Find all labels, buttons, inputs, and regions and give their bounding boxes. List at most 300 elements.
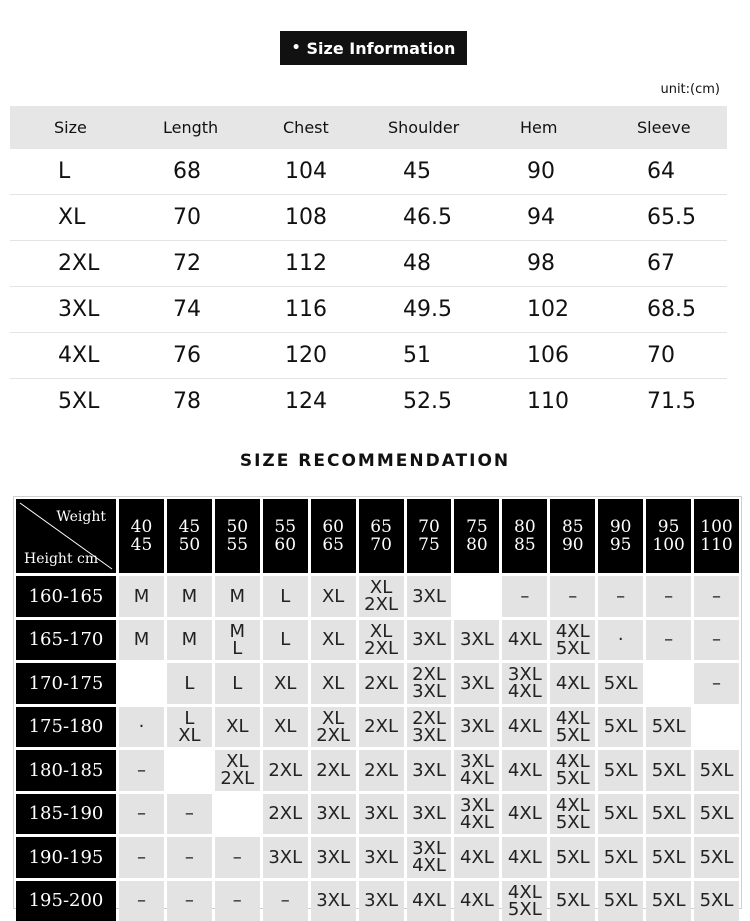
weight-header (694, 499, 739, 573)
recommended-size: 5XL (556, 849, 590, 866)
weight-header (502, 499, 547, 573)
recommended-size: M (230, 588, 246, 605)
recommended-size: M (182, 588, 198, 605)
weight-header (215, 499, 260, 573)
recommended-size: 4XL (508, 718, 542, 735)
recommended-size: M (182, 631, 198, 648)
size-recommendation-cell (550, 837, 595, 878)
size-recommendation-cell (694, 750, 739, 791)
recommended-size: – (185, 849, 194, 866)
size-value: 68.5 (647, 297, 696, 322)
recommended-size: XL (322, 675, 344, 692)
recommended-size: 2XL (364, 596, 398, 613)
recommended-size: 5XL (556, 727, 590, 744)
size-label: 5XL (58, 389, 99, 414)
weight-value: 50 (226, 518, 248, 536)
recommended-size: 5XL (700, 762, 734, 779)
recommended-size: 5XL (604, 849, 638, 866)
recommended-size: 5XL (556, 814, 590, 831)
recommended-size: – (520, 588, 529, 605)
recommended-size: – (616, 588, 625, 605)
recommended-size: 2XL (412, 710, 446, 727)
recommended-size: L (184, 675, 194, 692)
recommended-size: 3XL (316, 892, 350, 909)
size-recommendation-cell (359, 794, 404, 835)
recommended-size: L (184, 710, 194, 727)
size-recommendation-cell (119, 750, 164, 791)
weight-value: 65 (322, 536, 344, 554)
size-recommendation-cell (598, 663, 643, 704)
recommended-size: XL (274, 718, 296, 735)
size-recommendation-cell (215, 620, 260, 661)
size-recommendation-cell (263, 837, 308, 878)
recommendation-grid (13, 496, 742, 909)
recommended-size: 5XL (604, 805, 638, 822)
height-label: 175-180 (16, 707, 116, 748)
weight-value: 50 (179, 536, 201, 554)
height-axis-label: Height cm (24, 551, 98, 567)
recommended-size: 3XL (412, 683, 446, 700)
recommended-size: L (280, 588, 290, 605)
recommended-size: 4XL (556, 753, 590, 770)
section-banner (280, 31, 467, 65)
recommended-size: XL (370, 623, 392, 640)
weight-header (550, 499, 595, 573)
size-recommendation-cell (646, 837, 691, 878)
recommended-size: 4XL (508, 683, 542, 700)
size-recommendation-cell (263, 620, 308, 661)
size-recommendation-cell (550, 663, 595, 704)
size-value: 110 (527, 389, 569, 414)
size-recommendation-cell (502, 576, 547, 617)
height-label: 190-195 (16, 837, 116, 878)
size-recommendation-cell (694, 707, 739, 748)
recommended-size: 3XL (412, 727, 446, 744)
size-recommendation-cell (454, 707, 499, 748)
recommended-size: 5XL (652, 849, 686, 866)
column-header-sleeve: Sleeve (637, 118, 691, 137)
recommended-size: – (137, 849, 146, 866)
weight-header (359, 499, 404, 573)
recommended-size: 3XL (460, 675, 494, 692)
recommended-size: 2XL (316, 727, 350, 744)
size-recommendation-cell (119, 794, 164, 835)
recommended-size: XL (322, 710, 344, 727)
recommended-size: 4XL (460, 849, 494, 866)
size-recommendation-cell (311, 663, 356, 704)
size-recommendation-cell (311, 837, 356, 878)
recommended-size: 4XL (556, 623, 590, 640)
recommended-size: 3XL (412, 588, 446, 605)
size-recommendation-cell (263, 750, 308, 791)
size-recommendation-cell (502, 881, 547, 921)
recommended-size: 4XL (556, 710, 590, 727)
recommended-size: – (712, 675, 721, 692)
recommended-size: 4XL (508, 805, 542, 822)
size-recommendation-cell (646, 576, 691, 617)
size-recommendation-cell (119, 837, 164, 878)
size-value: 90 (527, 159, 555, 184)
size-value: 108 (285, 205, 327, 230)
size-recommendation-cell (646, 794, 691, 835)
recommended-size: 3XL (412, 805, 446, 822)
recommended-size: XL (322, 588, 344, 605)
recommended-size: 5XL (652, 718, 686, 735)
size-recommendation-cell (598, 794, 643, 835)
recommended-size: M (134, 588, 150, 605)
size-recommendation-cell (502, 707, 547, 748)
size-recommendation-cell (359, 881, 404, 921)
weight-height-corner (16, 499, 116, 573)
size-recommendation-cell (598, 576, 643, 617)
recommended-size: 3XL (412, 631, 446, 648)
size-row (10, 379, 727, 424)
weight-header (263, 499, 308, 573)
weight-value: 95 (658, 518, 680, 536)
recommended-size: – (568, 588, 577, 605)
size-value: 106 (527, 343, 569, 368)
weight-header (119, 499, 164, 573)
size-value: 94 (527, 205, 555, 230)
size-recommendation-cell (215, 881, 260, 921)
recommended-size: 5XL (700, 805, 734, 822)
size-recommendation-cell (119, 620, 164, 661)
size-recommendation-cell (263, 794, 308, 835)
recommended-size: 3XL (316, 805, 350, 822)
size-value: 102 (527, 297, 569, 322)
size-recommendation-cell (646, 663, 691, 704)
size-recommendation-cell (502, 794, 547, 835)
recommended-size: 4XL (460, 814, 494, 831)
size-value: 124 (285, 389, 327, 414)
weight-value: 85 (514, 536, 536, 554)
size-value: 48 (403, 251, 431, 276)
recommended-size: 3XL (460, 631, 494, 648)
recommended-size: – (281, 892, 290, 909)
size-recommendation-cell (119, 881, 164, 921)
weight-header (407, 499, 452, 573)
size-value: 70 (173, 205, 201, 230)
recommended-size: L (232, 675, 242, 692)
size-row (10, 287, 727, 333)
size-recommendation-cell (215, 707, 260, 748)
size-recommendation-cell (694, 576, 739, 617)
weight-axis-label: Weight (56, 509, 106, 525)
recommended-size: 4XL (556, 675, 590, 692)
recommended-size: 3XL (508, 666, 542, 683)
unit-label: unit:(cm) (660, 82, 720, 97)
size-recommendation-cell (311, 620, 356, 661)
size-recommendation-cell (694, 881, 739, 921)
size-recommendation-cell (694, 794, 739, 835)
size-table (10, 106, 727, 424)
weight-value: 45 (179, 518, 201, 536)
recommended-size: 5XL (700, 892, 734, 909)
size-value: 112 (285, 251, 327, 276)
weight-value: 70 (370, 536, 392, 554)
recommended-size: 4XL (508, 884, 542, 901)
weight-header (167, 499, 212, 573)
weight-value: 90 (562, 536, 584, 554)
banner-title: Size Information (307, 39, 456, 58)
recommended-size: XL (370, 579, 392, 596)
size-recommendation-cell (454, 837, 499, 878)
size-recommendation-cell (167, 620, 212, 661)
size-recommendation-cell (454, 663, 499, 704)
height-label: 195-200 (16, 881, 116, 921)
recommended-size: 5XL (556, 640, 590, 657)
recommended-size: 3XL (364, 805, 398, 822)
size-value: 98 (527, 251, 555, 276)
size-value: 51 (403, 343, 431, 368)
recommended-size: 2XL (364, 640, 398, 657)
recommended-size: 5XL (556, 770, 590, 787)
column-header-chest: Chest (283, 118, 329, 137)
column-header-length: Length (163, 118, 218, 137)
size-recommendation-cell (311, 881, 356, 921)
size-recommendation-cell (407, 794, 452, 835)
size-recommendation-cell (407, 881, 452, 921)
recommended-size: 5XL (652, 892, 686, 909)
height-label: 170-175 (16, 663, 116, 704)
weight-value: 80 (466, 536, 488, 554)
size-value: 49.5 (403, 297, 452, 322)
bullet-icon: • (292, 40, 301, 56)
weight-header (454, 499, 499, 573)
recommended-size: M (230, 623, 246, 640)
size-recommendation-cell (694, 837, 739, 878)
size-recommendation-cell (263, 576, 308, 617)
size-recommendation-cell (454, 750, 499, 791)
size-value: 78 (173, 389, 201, 414)
weight-value: 55 (274, 518, 296, 536)
weight-value: 85 (562, 518, 584, 536)
recommended-size: 4XL (460, 892, 494, 909)
recommended-size: 3XL (268, 849, 302, 866)
recommended-size: – (664, 588, 673, 605)
size-recommendation-cell (167, 750, 212, 791)
size-value: 120 (285, 343, 327, 368)
size-recommendation-cell (167, 576, 212, 617)
size-value: 74 (173, 297, 201, 322)
recommended-size: 5XL (508, 901, 542, 918)
recommended-size: 4XL (556, 797, 590, 814)
recommendation-title: SIZE RECOMMENDATION (0, 451, 750, 471)
recommended-size: 5XL (604, 762, 638, 779)
recommended-size: XL (322, 631, 344, 648)
size-label: L (58, 159, 70, 184)
recommended-size: M (134, 631, 150, 648)
size-recommendation-cell (646, 620, 691, 661)
size-recommendation-cell (598, 750, 643, 791)
recommended-size: XL (178, 727, 200, 744)
weight-value: 110 (700, 536, 732, 554)
size-row (10, 333, 727, 379)
size-recommendation-cell (263, 707, 308, 748)
size-value: 72 (173, 251, 201, 276)
recommended-size: 2XL (268, 762, 302, 779)
size-value: 45 (403, 159, 431, 184)
weight-value: 45 (131, 536, 153, 554)
size-recommendation-cell (454, 620, 499, 661)
size-value: 76 (173, 343, 201, 368)
size-value: 70 (647, 343, 675, 368)
recommended-size: 4XL (412, 857, 446, 874)
recommended-size: 3XL (412, 840, 446, 857)
size-recommendation-cell (167, 663, 212, 704)
height-label: 185-190 (16, 794, 116, 835)
size-recommendation-cell (407, 707, 452, 748)
weight-value: 60 (322, 518, 344, 536)
recommended-size: – (185, 892, 194, 909)
size-recommendation-cell (167, 837, 212, 878)
recommended-size: – (712, 631, 721, 648)
recommended-size: 4XL (508, 762, 542, 779)
size-table-header (10, 106, 727, 149)
size-value: 52.5 (403, 389, 452, 414)
size-recommendation-cell (694, 620, 739, 661)
column-header-size: Size (54, 118, 87, 137)
size-row (10, 195, 727, 241)
size-recommendation-cell (598, 837, 643, 878)
size-recommendation-cell (407, 620, 452, 661)
size-recommendation-cell (694, 663, 739, 704)
recommended-size: – (664, 631, 673, 648)
size-recommendation-cell (167, 707, 212, 748)
size-recommendation-cell (598, 707, 643, 748)
recommended-size: XL (226, 718, 248, 735)
recommended-size: 4XL (508, 631, 542, 648)
recommended-size: 3XL (316, 849, 350, 866)
size-recommendation-cell (311, 794, 356, 835)
recommended-size: 2XL (220, 770, 254, 787)
weight-value: 60 (274, 536, 296, 554)
recommended-size: 2XL (316, 762, 350, 779)
recommended-size: – (233, 849, 242, 866)
height-label: 180-185 (16, 750, 116, 791)
recommended-size: 2XL (412, 666, 446, 683)
recommended-size: – (137, 892, 146, 909)
weight-value: 40 (131, 518, 153, 536)
recommended-size: · (139, 718, 145, 735)
recommended-size: – (185, 805, 194, 822)
recommended-size: 5XL (652, 805, 686, 822)
size-recommendation-cell (311, 750, 356, 791)
size-label: XL (58, 205, 85, 230)
size-value: 71.5 (647, 389, 696, 414)
recommended-size: XL (226, 753, 248, 770)
recommended-size: 2XL (364, 675, 398, 692)
size-row (10, 149, 727, 195)
recommended-size: – (233, 892, 242, 909)
height-label: 165-170 (16, 620, 116, 661)
weight-value: 95 (610, 536, 632, 554)
size-value: 65.5 (647, 205, 696, 230)
size-recommendation-cell (502, 750, 547, 791)
weight-value: 100 (700, 518, 732, 536)
size-recommendation-cell (167, 881, 212, 921)
size-recommendation-cell (550, 794, 595, 835)
recommended-size: – (137, 762, 146, 779)
size-recommendation-cell (454, 576, 499, 617)
size-recommendation-cell (502, 837, 547, 878)
size-recommendation-cell (550, 707, 595, 748)
weight-value: 80 (514, 518, 536, 536)
weight-value: 100 (652, 536, 684, 554)
recommended-size: 4XL (412, 892, 446, 909)
recommended-size: 2XL (268, 805, 302, 822)
size-recommendation-cell (119, 576, 164, 617)
column-header-hem: Hem (520, 118, 557, 137)
size-recommendation-cell (502, 663, 547, 704)
size-recommendation-cell (359, 750, 404, 791)
size-recommendation-cell (454, 794, 499, 835)
size-value: 64 (647, 159, 675, 184)
recommended-size: 3XL (364, 849, 398, 866)
recommended-size: 3XL (460, 753, 494, 770)
size-recommendation-cell (407, 750, 452, 791)
size-recommendation-cell (119, 663, 164, 704)
recommended-size: 5XL (556, 892, 590, 909)
weight-value: 55 (226, 536, 248, 554)
recommended-size: 4XL (460, 770, 494, 787)
recommended-size: · (618, 631, 624, 648)
recommended-size: 3XL (412, 762, 446, 779)
size-recommendation-cell (502, 620, 547, 661)
size-row (10, 241, 727, 287)
size-recommendation-cell (215, 750, 260, 791)
size-recommendation-cell (598, 881, 643, 921)
size-recommendation-cell (359, 837, 404, 878)
size-recommendation-cell (359, 707, 404, 748)
size-recommendation-cell (407, 663, 452, 704)
size-value: 68 (173, 159, 201, 184)
size-recommendation-cell (407, 837, 452, 878)
weight-header (311, 499, 356, 573)
size-value: 116 (285, 297, 327, 322)
recommended-size: L (280, 631, 290, 648)
recommended-size: XL (274, 675, 296, 692)
size-value: 104 (285, 159, 327, 184)
recommended-size: 5XL (604, 892, 638, 909)
weight-value: 75 (418, 536, 440, 554)
recommended-size: 3XL (460, 797, 494, 814)
size-recommendation-cell (215, 576, 260, 617)
size-label: 2XL (58, 251, 99, 276)
recommended-size: 2XL (364, 718, 398, 735)
size-recommendation-cell (550, 750, 595, 791)
height-label: 160-165 (16, 576, 116, 617)
size-recommendation-cell (598, 620, 643, 661)
weight-value: 90 (610, 518, 632, 536)
recommended-size: 5XL (652, 762, 686, 779)
size-recommendation-cell (646, 750, 691, 791)
size-recommendation-cell (119, 707, 164, 748)
size-label: 4XL (58, 343, 99, 368)
size-label: 3XL (58, 297, 99, 322)
size-recommendation-cell (263, 663, 308, 704)
recommended-size: 5XL (604, 718, 638, 735)
size-recommendation-cell (215, 663, 260, 704)
size-recommendation-cell (454, 881, 499, 921)
size-recommendation-cell (550, 620, 595, 661)
recommended-size: 5XL (604, 675, 638, 692)
recommended-size: – (712, 588, 721, 605)
recommended-size: 3XL (364, 892, 398, 909)
recommended-size: 2XL (364, 762, 398, 779)
size-recommendation-cell (311, 576, 356, 617)
size-recommendation-cell (359, 663, 404, 704)
